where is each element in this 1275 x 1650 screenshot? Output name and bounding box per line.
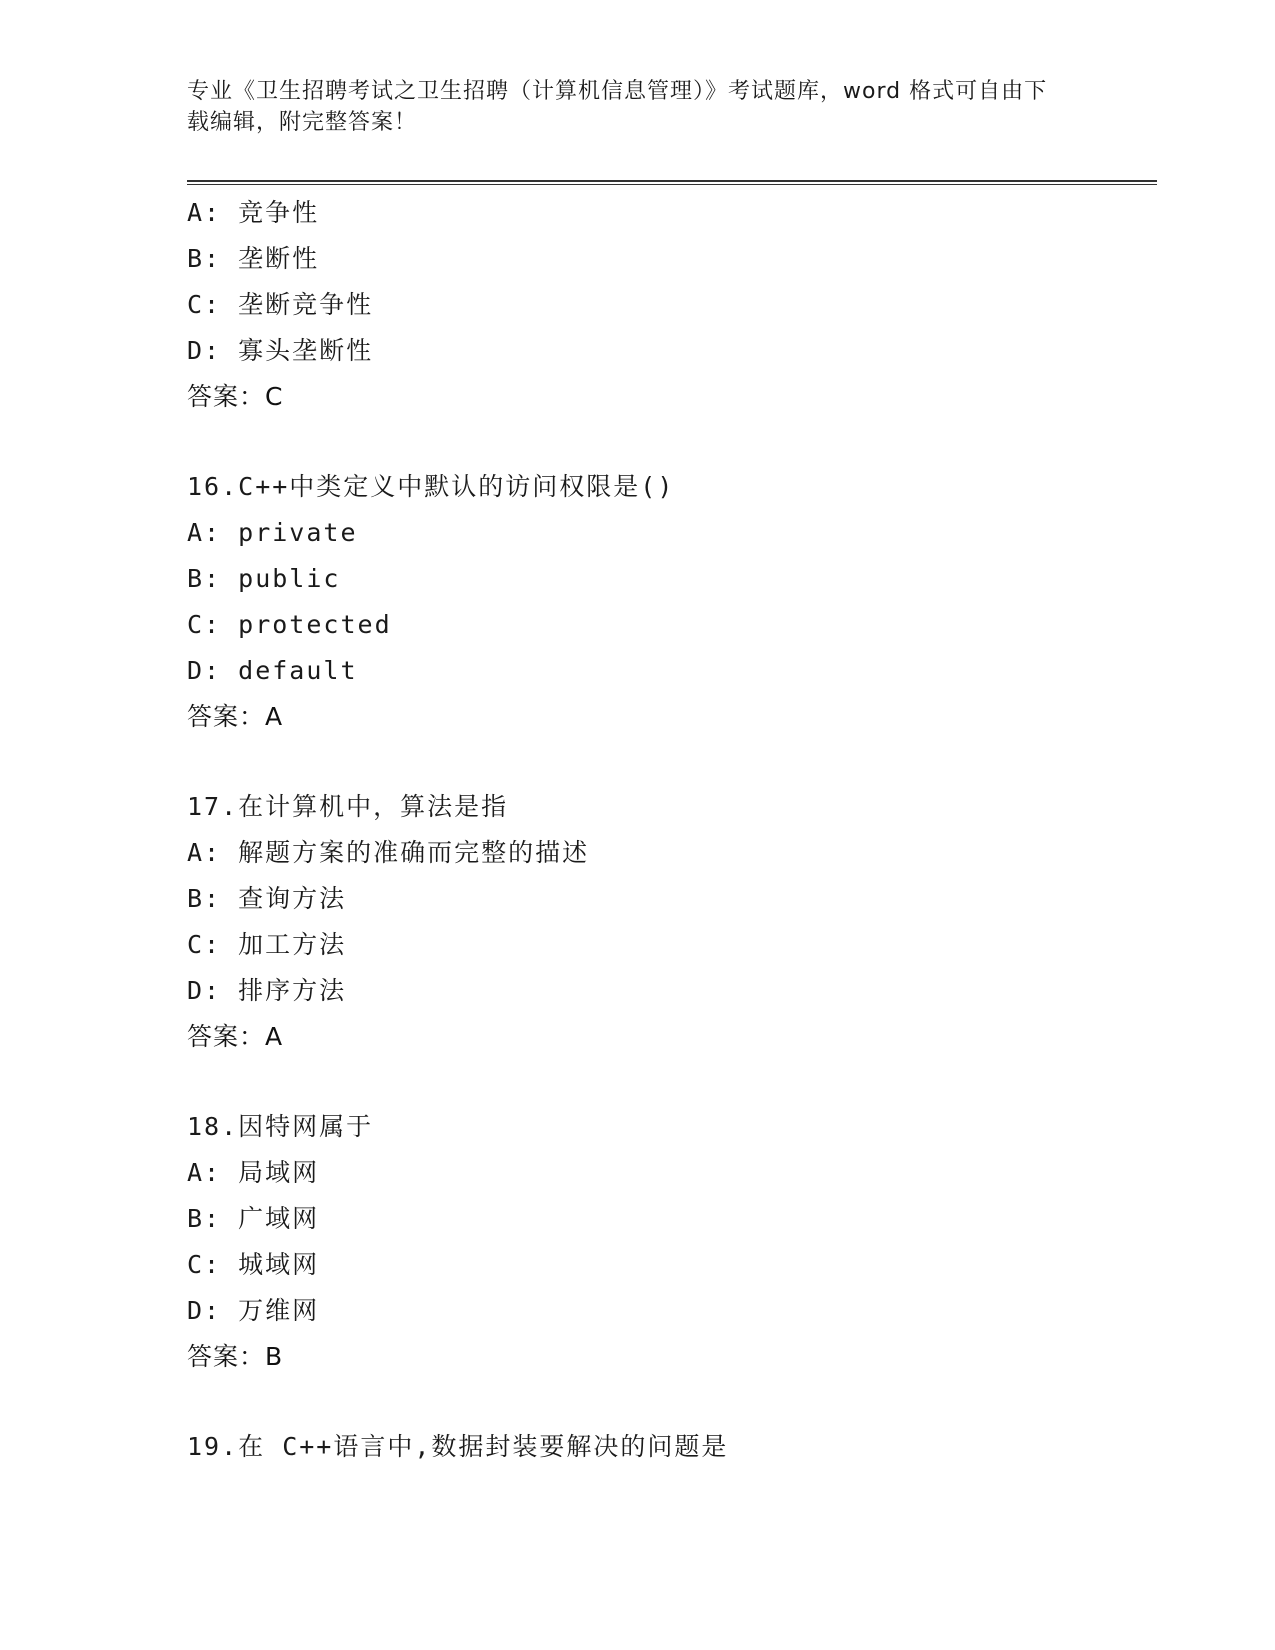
option-a: A: 竞争性: [187, 198, 320, 227]
option-b: B: public: [187, 564, 341, 593]
question-block-15: [187, 190, 1147, 420]
option-c: C: 加工方法: [187, 930, 347, 959]
question-stem: 16.C++中类定义中默认的访问权限是(): [187, 472, 675, 501]
question-block-17: [187, 784, 1147, 1060]
option-c: C: protected: [187, 610, 392, 639]
question-block-19: [187, 1424, 1147, 1470]
header-divider-thick: [187, 180, 1157, 182]
question-stem: 18.因特网属于: [187, 1112, 374, 1141]
option-d: D: 寡头垄断性: [187, 336, 374, 365]
answer-line: 答案：B: [187, 1342, 284, 1371]
header-divider-thin: [187, 184, 1157, 185]
option-c: C: 城域网: [187, 1250, 320, 1279]
option-c: C: 垄断竞争性: [187, 290, 374, 319]
answer-line: 答案：A: [187, 702, 284, 731]
option-a: A: private: [187, 518, 358, 547]
question-stem: 19.在 C++语言中,数据封装要解决的问题是: [187, 1432, 729, 1461]
option-d: D: 排序方法: [187, 976, 347, 1005]
option-a: A: 解题方案的准确而完整的描述: [187, 838, 590, 867]
option-a: A: 局域网: [187, 1158, 320, 1187]
question-block-16: [187, 464, 1147, 740]
question-stem: 17.在计算机中，算法是指: [187, 792, 509, 821]
option-b: B: 查询方法: [187, 884, 347, 913]
question-list: [187, 190, 1147, 1470]
option-d: D: 万维网: [187, 1296, 320, 1325]
option-b: B: 垄断性: [187, 244, 320, 273]
option-d: D: default: [187, 656, 358, 685]
question-block-18: [187, 1104, 1147, 1380]
answer-line: 答案：C: [187, 382, 284, 411]
answer-line: 答案：A: [187, 1022, 284, 1051]
option-b: B: 广域网: [187, 1204, 320, 1233]
document-header: 专业《卫生招聘考试之卫生招聘（计算机信息管理）》考试题库，word 格式可自由下载编辑，附完整答案！: [187, 79, 1048, 135]
